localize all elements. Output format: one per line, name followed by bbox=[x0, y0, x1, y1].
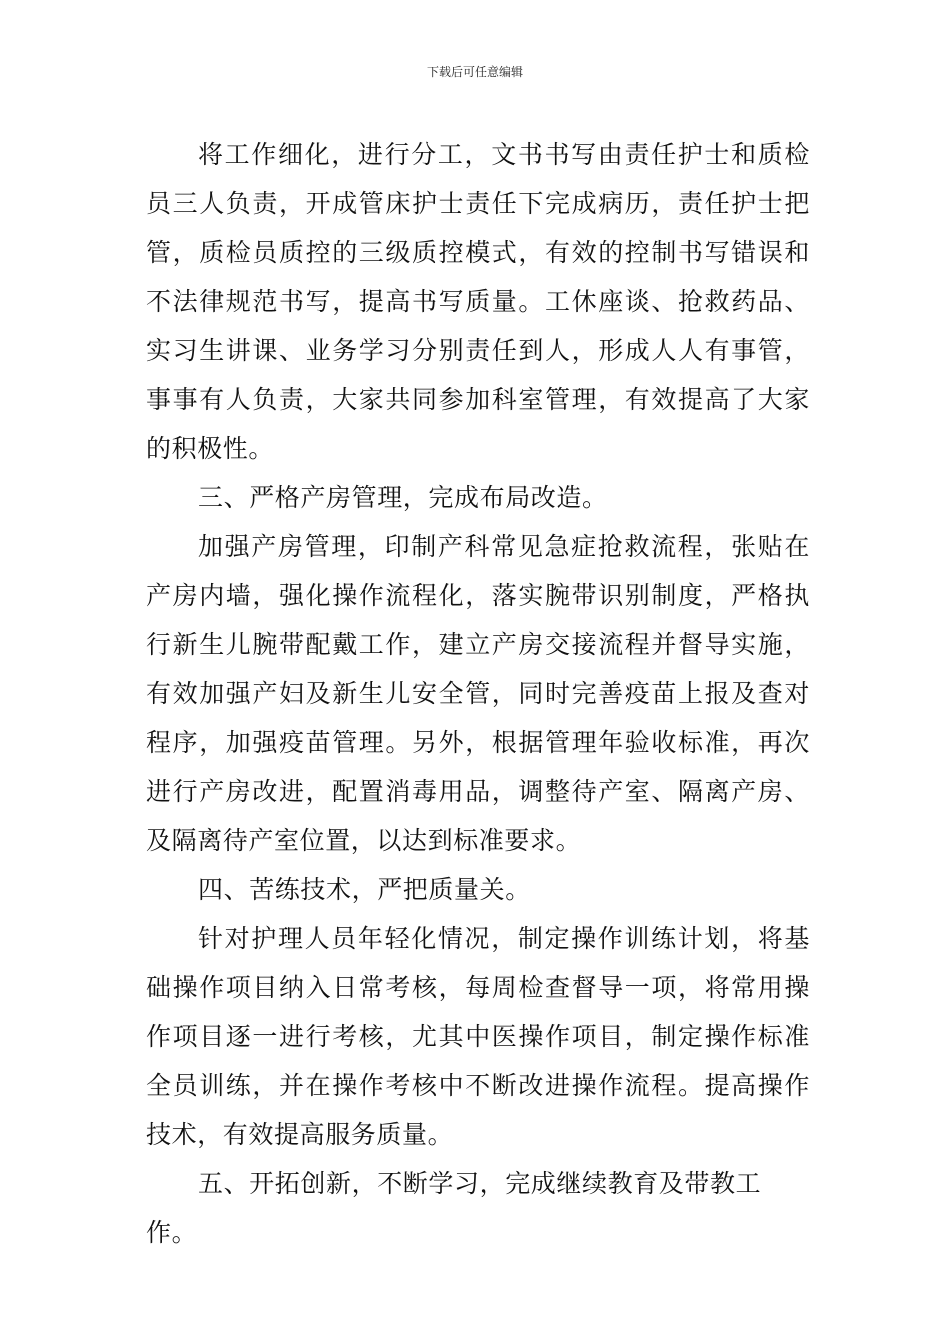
paragraph-division-of-work: 将工作细化，进行分工，文书书写由责任护士和质检员三人负责，开成管床护士责任下完成病历，责任护士把管，质检员质控的三级质控模式，有效的控制书写错误和不法律规范书写，提高书写质量。工休座谈、抢救药品、实习生讲课、业务学习分别责任到人，形成人人有事管，事事有人负责，大家共同参加科室管理，有效提高了大家的积极性。 bbox=[146, 140, 810, 463]
paragraph-delivery-room-management: 加强产房管理，印制产科常见急症抢救流程，张贴在产房内墙，强化操作流程化，落实腕带识别制度，严格执行新生儿腕带配戴工作，建立产房交接流程并督导实施，有效加强产妇及新生儿安全管，同时完善疫苗上报及查对程序，加强疫苗管理。另外，根据管理年验收标准，再次进行产房改进，配置消毒用品，调整待产室、隔离产房、及隔离待产室位置，以达到标准要求。 bbox=[146, 532, 810, 855]
section-heading-skills: 四、苦练技术，严把质量关。 bbox=[198, 875, 531, 904]
section-heading-innovation: 五、开拓创新，不断学习，完成继续教育及带教工作。 bbox=[146, 1169, 762, 1247]
document-body bbox=[146, 130, 810, 1257]
paragraph-skills-training: 针对护理人员年轻化情况，制定操作训练计划，将基础操作项目纳入日常考核，每周检查督导一项，将常用操作项目逐一进行考核，尤其中医操作项目，制定操作标准全员训练，并在操作考核中不断改进操作流程。提高操作技术，有效提高服务质量。 bbox=[146, 924, 810, 1149]
page-header: 下载后可任意编辑 bbox=[426, 65, 523, 79]
section-heading-delivery-room: 三、严格产房管理，完成布局改造。 bbox=[198, 483, 608, 512]
